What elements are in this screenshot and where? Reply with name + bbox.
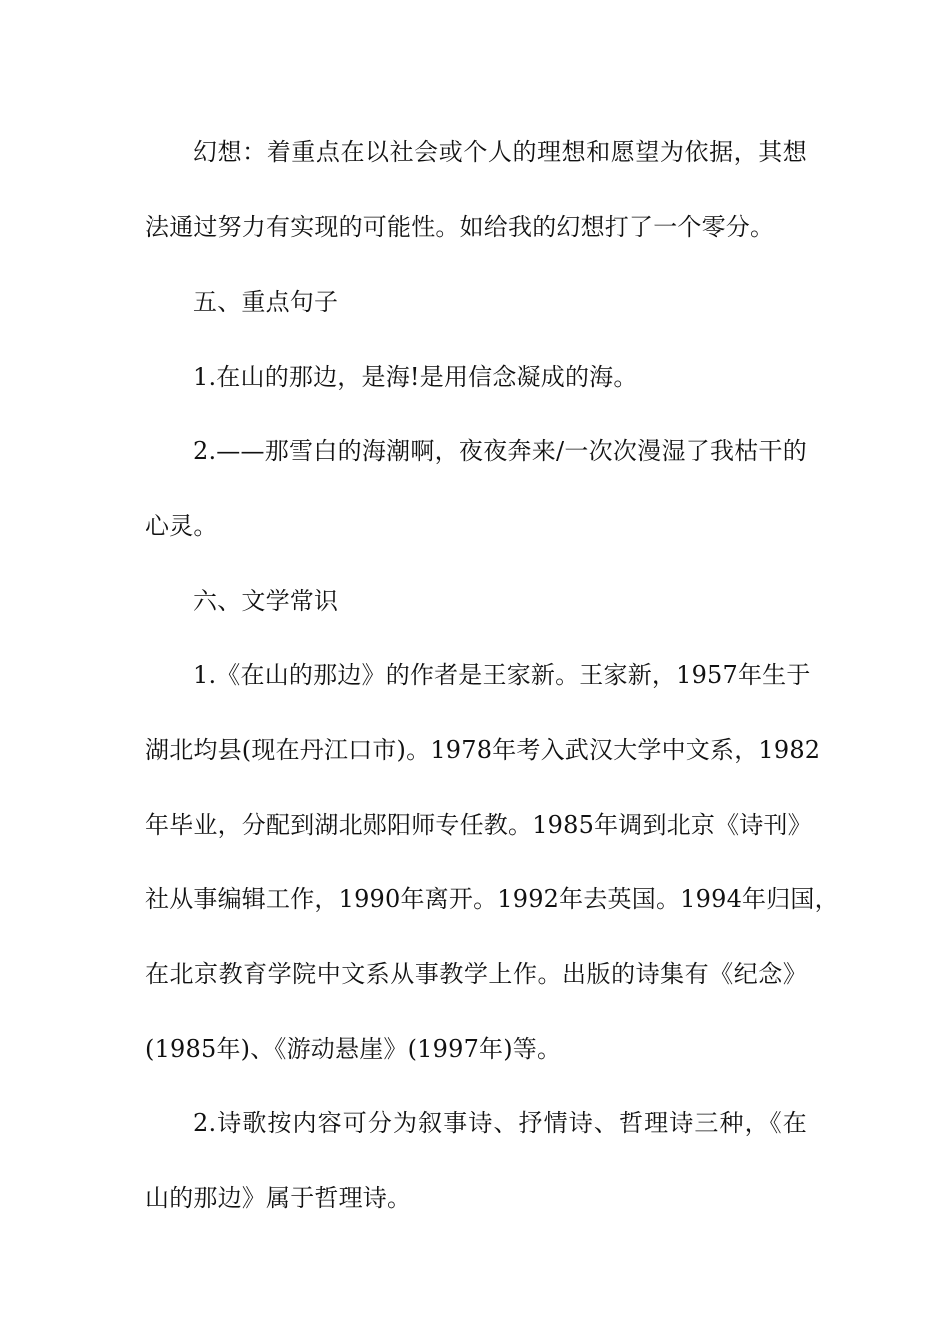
- key-sentence-2-line-2: 心灵。: [145, 512, 218, 540]
- literary-item-1-line-6: (1985年)、《游动悬崖》(1997年)等。: [145, 1035, 562, 1063]
- paragraph-fantasy-line-2: 法通过努力有实现的可能性。如给我的幻想打了一个零分。: [145, 213, 775, 241]
- section-heading-key-sentences: 五、重点句子: [193, 288, 339, 316]
- key-sentence-1: 1.在山的那边，是海!是用信念凝成的海。: [193, 363, 638, 391]
- literary-item-2-line-1: 2.诗歌按内容可分为叙事诗、抒情诗、哲理诗三种，《在: [193, 1109, 807, 1137]
- literary-item-1-line-3: 年毕业，分配到湖北郧阳师专任教。1985年调到北京《诗刊》: [145, 811, 812, 839]
- literary-item-2-line-2: 山的那边》属于哲理诗。: [145, 1184, 412, 1212]
- section-heading-literary-knowledge: 六、文学常识: [193, 587, 339, 615]
- literary-item-1-line-5: 在北京教育学院中文系从事教学上作。出版的诗集有《纪念》: [145, 960, 807, 988]
- key-sentence-2-line-1: 2.——那雪白的海潮啊，夜夜奔来/一次次漫湿了我枯干的: [193, 437, 807, 465]
- paragraph-fantasy-line-1: 幻想：着重点在以社会或个人的理想和愿望为依据，其想: [193, 138, 807, 166]
- literary-item-1-line-2: 湖北均县(现在丹江口市)。1978年考入武汉大学中文系，1982: [145, 736, 821, 764]
- literary-item-1-line-1: 1.《在山的那边》的作者是王家新。王家新，1957年生于: [193, 661, 811, 689]
- literary-item-1-line-4: 社从事编辑工作，1990年离开。1992年去英国。1994年归国，: [145, 885, 839, 913]
